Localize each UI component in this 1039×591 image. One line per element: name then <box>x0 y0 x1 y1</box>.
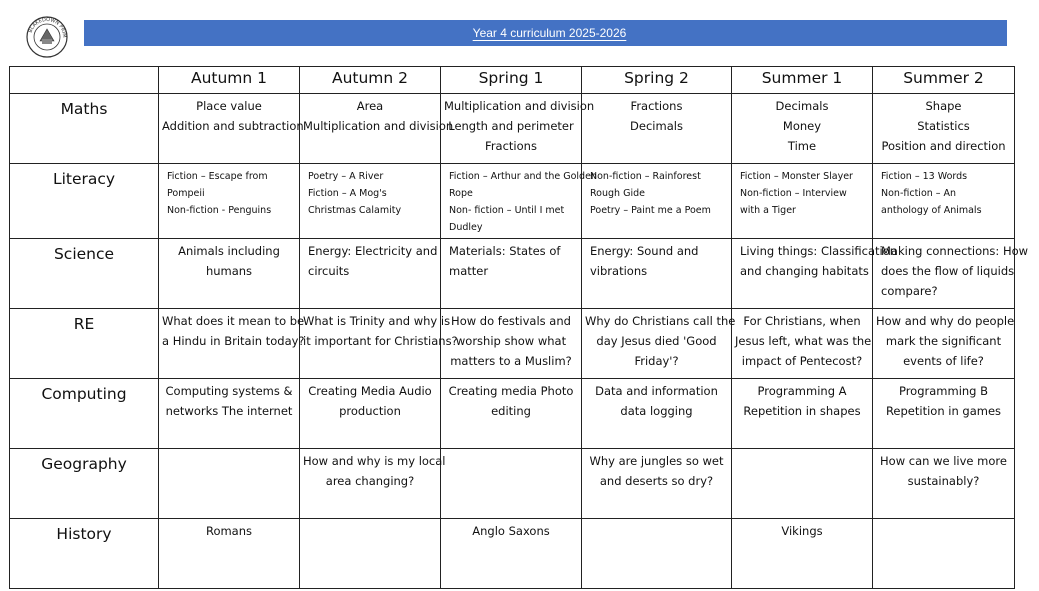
curriculum-cell <box>873 379 1015 449</box>
curriculum-cell <box>441 164 597 239</box>
cell-line: Fiction – Escape from <box>167 171 268 182</box>
cell-line: Area <box>356 99 384 113</box>
curriculum-cell <box>732 94 873 164</box>
cell-line: Money <box>782 119 822 133</box>
subject-label: Science <box>10 239 159 309</box>
cell-line: Shape <box>925 99 962 113</box>
cell-line: Energy: Sound and <box>590 244 699 258</box>
cell-line: Dudley <box>449 222 483 233</box>
column-header-autumn-2: Autumn 2 <box>300 67 441 94</box>
cell-line: Place value <box>196 99 262 113</box>
cell-line: Length and perimeter <box>448 119 574 133</box>
header-row <box>10 67 1015 94</box>
curriculum-cell <box>732 449 873 519</box>
cell-line: How and why do people <box>876 314 1015 328</box>
curriculum-cell <box>159 379 300 449</box>
subject-row-computing <box>10 379 1015 449</box>
cell-line: area changing? <box>325 474 415 488</box>
corner-cell <box>10 67 159 94</box>
column-header-autumn-1: Autumn 1 <box>159 67 300 94</box>
cell-line: and deserts so dry? <box>599 474 714 488</box>
cell-line: Animals including <box>178 244 280 258</box>
cell-line: Rope <box>449 188 473 199</box>
curriculum-cell <box>582 449 732 519</box>
cell-line: production <box>339 404 401 418</box>
cell-line: mark the significant <box>885 334 1002 348</box>
curriculum-cell <box>441 239 582 309</box>
cell-line: Christmas Calamity <box>308 205 402 216</box>
cell-line: sustainably? <box>907 474 980 488</box>
curriculum-cell <box>300 379 441 449</box>
page-title: Year 4 curriculum 2025-2026 <box>472 25 627 40</box>
title-banner <box>84 20 1007 46</box>
cell-line: humans <box>205 264 253 278</box>
cell-line: Addition and subtraction <box>162 119 304 133</box>
cell-line: events of life? <box>903 354 984 368</box>
cell-line: networks The internet <box>165 404 293 418</box>
curriculum-cell <box>159 164 300 239</box>
cell-line: editing <box>491 404 531 418</box>
cell-line: Energy: Electricity and <box>308 244 438 258</box>
subject-label: Computing <box>10 379 159 449</box>
cell-line: Creating media Photo <box>448 384 574 398</box>
column-header-summer-1: Summer 1 <box>732 67 873 94</box>
cell-line: Living things: Classification <box>740 244 898 258</box>
column-header-summer-2: Summer 2 <box>873 67 1015 94</box>
cell-line: circuits <box>308 264 350 278</box>
cell-line: Programming A <box>757 384 847 398</box>
cell-line: compare? <box>881 284 938 298</box>
cell-line: Rough Gide <box>590 188 645 199</box>
cell-line: does the flow of liquids <box>881 264 1015 278</box>
cell-line: Making connections: How <box>881 244 1029 258</box>
curriculum-cell <box>582 239 732 309</box>
curriculum-cell <box>159 239 300 309</box>
cell-line: How can we live more <box>880 454 1007 468</box>
column-header-spring-1: Spring 1 <box>441 67 582 94</box>
curriculum-cell <box>300 239 441 309</box>
cell-line: Multiplication and division <box>444 99 595 113</box>
curriculum-cell <box>732 309 873 379</box>
cell-line: matter <box>449 264 489 278</box>
cell-line: Vikings <box>781 524 823 538</box>
cell-line: Fiction – A Mog's <box>308 188 387 199</box>
curriculum-cell <box>732 239 898 309</box>
curriculum-cell <box>873 164 1015 239</box>
curriculum-cell <box>159 309 305 379</box>
curriculum-cell <box>873 239 1029 309</box>
subject-row-geography <box>10 449 1015 519</box>
logo-text: BLAKEDOWN PRIM <box>27 16 68 38</box>
cell-line: Fiction – 13 Words <box>881 171 968 182</box>
subject-label: RE <box>10 309 159 379</box>
subject-row-science <box>10 239 1015 309</box>
curriculum-cell <box>300 519 441 589</box>
cell-line: What does it mean to be <box>162 314 305 328</box>
subject-label: Geography <box>10 449 159 519</box>
cell-line: Programming B <box>898 384 989 398</box>
subject-row-re <box>10 309 1015 379</box>
cell-line: Fractions <box>485 139 537 153</box>
cell-line: Repetition in shapes <box>743 404 861 418</box>
curriculum-cell <box>300 309 458 379</box>
curriculum-cell <box>873 309 1015 379</box>
cell-line: Decimals <box>775 99 829 113</box>
cell-line: Poetry – Paint me a Poem <box>590 205 711 216</box>
curriculum-cell <box>732 164 873 239</box>
curriculum-cell <box>873 94 1015 164</box>
cell-line: Why do Christians call the <box>585 314 736 328</box>
cell-line: Non-fiction – An <box>881 188 957 199</box>
cell-line: Data and information <box>595 384 718 398</box>
curriculum-cell <box>732 379 873 449</box>
cell-line: with a Tiger <box>740 205 796 216</box>
curriculum-cell <box>159 449 300 519</box>
cell-line: it important for Christians? <box>303 334 458 348</box>
cell-line: Romans <box>205 524 253 538</box>
curriculum-cell <box>582 379 732 449</box>
curriculum-cell <box>441 309 582 379</box>
curriculum-cell <box>300 164 441 239</box>
curriculum-cell <box>582 309 736 379</box>
cell-line: day Jesus died 'Good <box>596 334 717 348</box>
cell-line: Non-fiction - Penguins <box>167 205 272 216</box>
subject-row-maths <box>10 94 1015 164</box>
cell-line: worship show what <box>455 334 567 348</box>
cell-line: Jesus left, what was the <box>735 334 872 348</box>
school-crest-icon <box>25 15 69 59</box>
cell-line: vibrations <box>590 264 648 278</box>
cell-line: Non- fiction – Until I met <box>449 205 565 216</box>
subject-label: History <box>10 519 159 589</box>
cell-line: Poetry – A River <box>308 171 384 182</box>
subject-row-literacy <box>10 164 1015 239</box>
cell-line: For Christians, when <box>743 314 861 328</box>
cell-line: anthology of Animals <box>881 205 982 216</box>
cell-line: matters to a Muslim? <box>450 354 572 368</box>
cell-line: Repetition in games <box>885 404 1002 418</box>
curriculum-cell <box>441 449 582 519</box>
curriculum-cell <box>441 519 582 589</box>
subject-label: Literacy <box>10 164 159 239</box>
curriculum-table <box>9 66 1029 589</box>
cell-line: Fiction – Monster Slayer <box>740 171 853 182</box>
curriculum-cell <box>300 94 454 164</box>
cell-line: Materials: States of <box>449 244 561 258</box>
cell-line: Non-fiction – Interview <box>740 188 847 199</box>
cell-line: impact of Pentecost? <box>741 354 863 368</box>
cell-line: Computing systems & <box>165 384 293 398</box>
cell-line: Pompeii <box>167 188 205 199</box>
cell-line: Position and direction <box>881 139 1006 153</box>
cell-line: How and why is my local <box>303 454 446 468</box>
curriculum-cell <box>159 94 304 164</box>
curriculum-cell <box>873 519 1015 589</box>
cell-line: Fiction – Arthur and the Golden <box>449 171 597 182</box>
curriculum-cell <box>441 94 595 164</box>
subject-label: Maths <box>10 94 159 164</box>
cell-line: Statistics <box>917 119 970 133</box>
cell-line: Why are jungles so wet <box>589 454 724 468</box>
cell-line: How do festivals and <box>451 314 571 328</box>
cell-line: What is Trinity and why is <box>303 314 451 328</box>
cell-line: Anglo Saxons <box>472 524 550 538</box>
cell-line: a Hindu in Britain today? <box>162 334 305 348</box>
cell-line: data logging <box>620 404 693 418</box>
column-header-spring-2: Spring 2 <box>582 67 732 94</box>
curriculum-cell <box>873 449 1015 519</box>
curriculum-cell <box>441 379 582 449</box>
curriculum-cell <box>582 94 732 164</box>
curriculum-cell <box>159 519 300 589</box>
curriculum-cell <box>732 519 873 589</box>
cell-line: Non-fiction – Rainforest <box>590 171 701 182</box>
cell-line: Friday'? <box>634 354 679 368</box>
subject-row-history <box>10 519 1015 589</box>
cell-line: Multiplication and division <box>303 119 454 133</box>
cell-line: Fractions <box>630 99 683 113</box>
cell-line: and changing habitats <box>740 264 869 278</box>
cell-line: Creating Media Audio <box>308 384 432 398</box>
curriculum-cell <box>582 164 732 239</box>
cell-line: Decimals <box>630 119 683 133</box>
curriculum-cell <box>300 449 446 519</box>
curriculum-cell <box>582 519 732 589</box>
cell-line: Time <box>787 139 817 153</box>
